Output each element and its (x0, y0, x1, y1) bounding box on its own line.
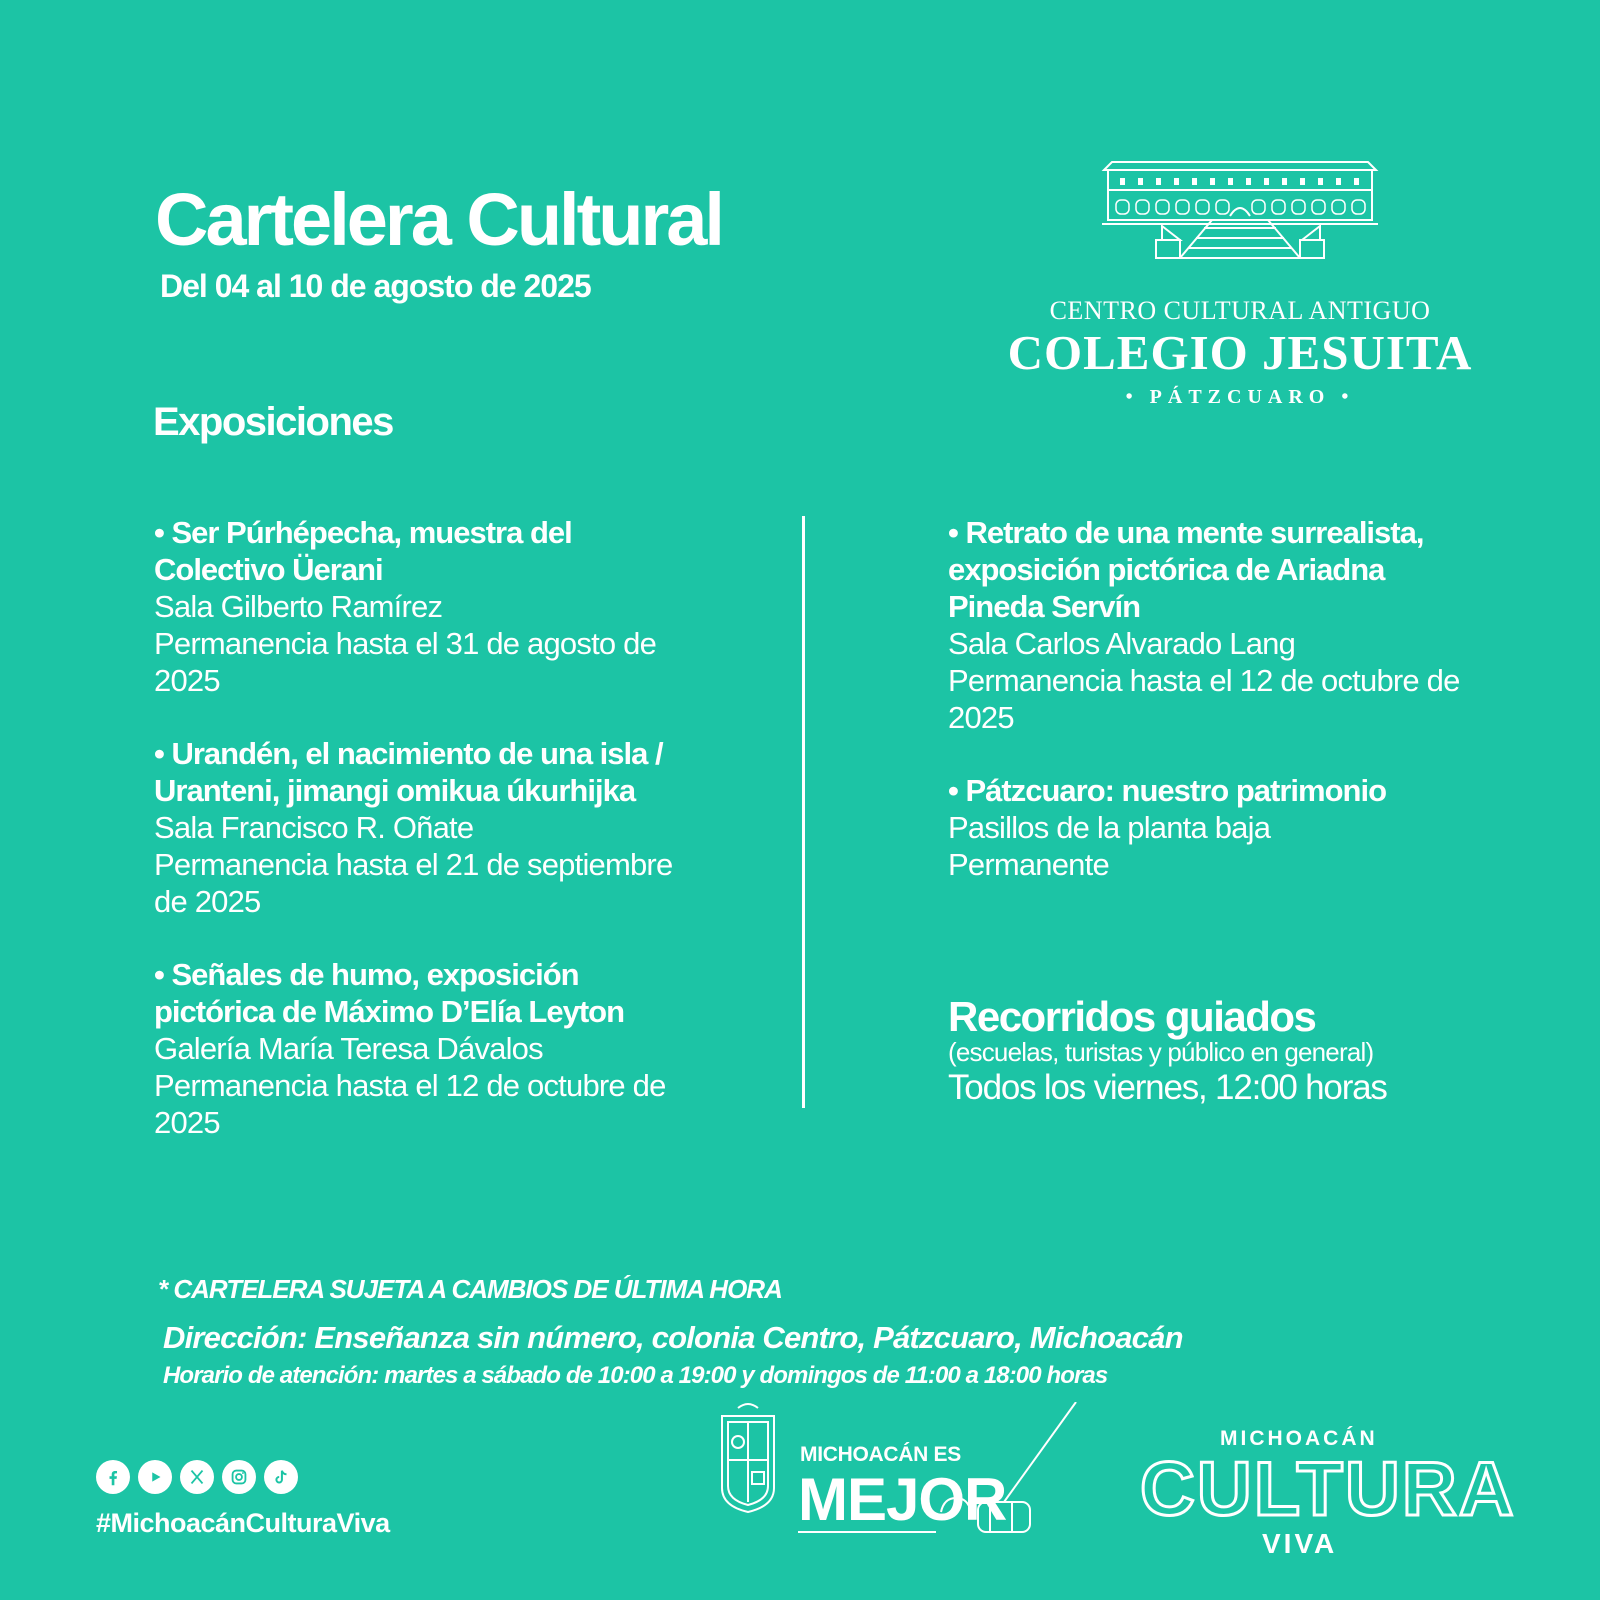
date-range: Del 04 al 10 de agosto de 2025 (160, 268, 591, 304)
exhibition-item (948, 772, 1468, 883)
hashtag: #MichoacánCulturaViva (96, 1508, 390, 1538)
tours-title: Recorridos guiados (948, 993, 1316, 1040)
address: Dirección: Enseñanza sin número, colonia Centro, Pátzcuaro, Michoacán (163, 1320, 1183, 1355)
venue-name-line1: CENTRO CULTURAL ANTIGUO (1049, 296, 1431, 325)
exhibition-name: • Pátzcuaro: nuestro patrimonio (948, 773, 1387, 808)
exhibitions-left-column (154, 514, 674, 1177)
venue-logo (980, 160, 1500, 409)
exhibition-duration: Permanencia hasta el 31 de agosto de 2025 (154, 626, 657, 698)
exhibition-name: • Señales de humo, exposición pictórica de Máximo D’Elía Leyton (154, 957, 625, 1029)
exhibition-duration: Permanencia hasta el 12 de octubre de 2025 (948, 663, 1460, 735)
venue-name-line2: COLEGIO JESUITA (1007, 325, 1473, 380)
exhibition-item (154, 514, 674, 699)
exhibition-duration: Permanente (948, 847, 1109, 882)
exhibition-room: Galería María Teresa Dávalos (154, 1031, 543, 1066)
cultura-logo-bottom: VIVA (1262, 1528, 1338, 1559)
instagram-icon[interactable] (222, 1460, 256, 1494)
x-icon[interactable] (180, 1460, 214, 1494)
social-links (96, 1460, 298, 1494)
venue-city: • PÁTZCUARO • (1125, 386, 1355, 408)
exhibition-duration: Permanencia hasta el 12 de octubre de 2025 (154, 1068, 666, 1140)
exhibition-item (154, 956, 674, 1141)
exhibition-item (948, 514, 1468, 736)
page-title: Cartelera Cultural (155, 178, 722, 261)
opening-hours: Horario de atención: martes a sábado de 10:00 a 19:00 y domingos de 11:00 a 18:00 horas (163, 1362, 1108, 1389)
tours-audience: (escuelas, turistas y público en general) (948, 1037, 1374, 1067)
cultura-logo-top: MICHOACÁN (1220, 1427, 1378, 1450)
gov-logo-line2: MEJOR (798, 1466, 1007, 1533)
exhibition-room: Sala Francisco R. Oñate (154, 810, 474, 845)
building-icon (1100, 160, 1380, 262)
exhibition-name: • Urandén, el nacimiento de una isla / Uranteni, jimangi omikua úkurhijka (154, 736, 663, 808)
exhibition-name: • Retrato de una mente surrealista, exposición pictórica de Ariadna Pineda Servín (948, 515, 1424, 624)
exhibitions-right-column (948, 514, 1468, 919)
youtube-icon[interactable] (138, 1460, 172, 1494)
exhibition-room: Sala Gilberto Ramírez (154, 589, 443, 624)
exhibition-room: Sala Carlos Alvarado Lang (948, 626, 1296, 661)
disclaimer: * CARTELERA SUJETA A CAMBIOS DE ÚLTIMA HORA (158, 1274, 782, 1304)
section-title: Exposiciones (153, 400, 393, 444)
tours-schedule: Todos los viernes, 12:00 horas (948, 1068, 1387, 1107)
cultura-logo-word: CULTURA (1140, 1447, 1516, 1532)
exhibition-duration: Permanencia hasta el 21 de septiembre de 2025 (154, 847, 673, 919)
exhibition-name: • Ser Púrhépecha, muestra del Colectivo Üerani (154, 515, 572, 587)
exhibition-item (154, 735, 674, 920)
column-divider (802, 516, 805, 1108)
gov-logo-line1: MICHOACÁN ES (800, 1443, 961, 1466)
facebook-icon[interactable] (96, 1460, 130, 1494)
exhibition-room: Pasillos de la planta baja (948, 810, 1271, 845)
tiktok-icon[interactable] (264, 1460, 298, 1494)
